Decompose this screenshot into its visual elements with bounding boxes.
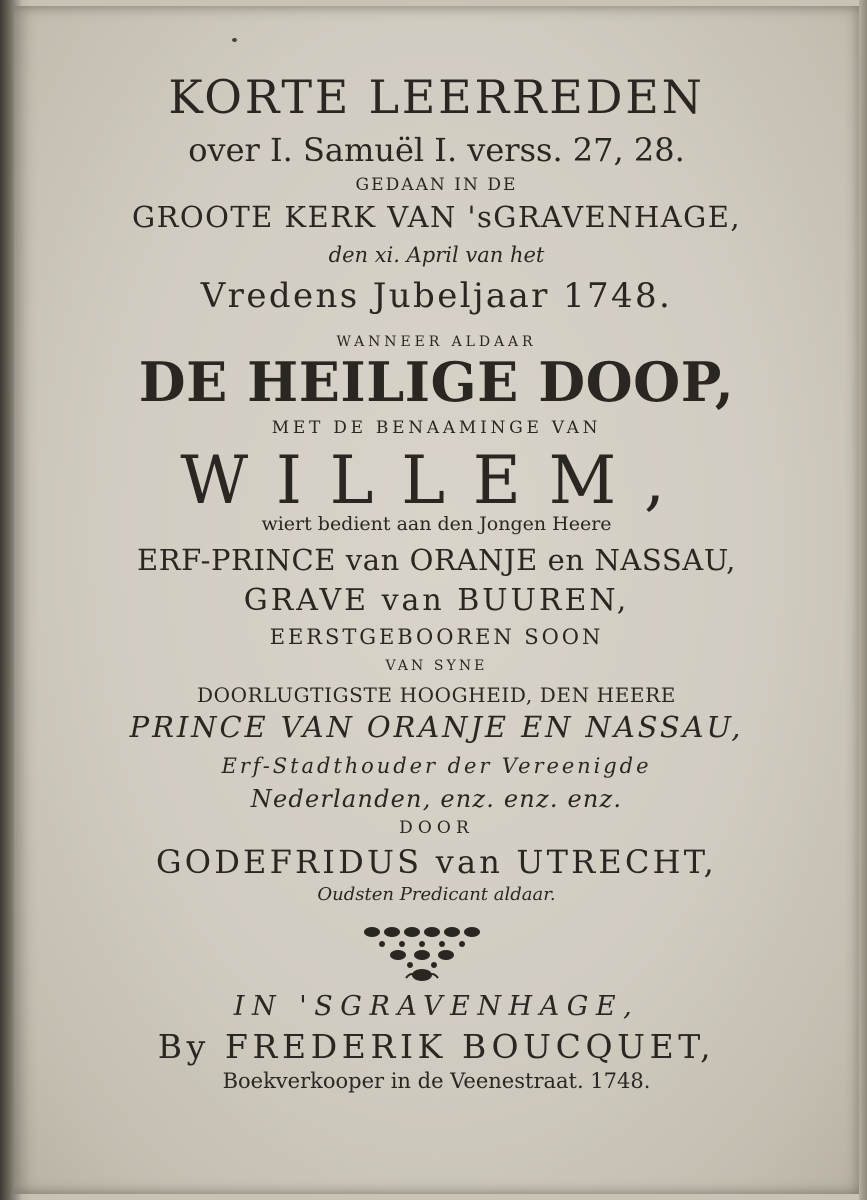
title-line-eerstgebooren: EERSTGEBOOREN SOON — [269, 625, 604, 649]
title-line-jubeljaar: Vredens Jubeljaar 1748. — [200, 276, 673, 316]
ink-speck — [232, 38, 237, 42]
imprint-place: IN 'SGRAVENHAGE, — [233, 991, 640, 1022]
author-name: GODEFRIDUS van UTRECHT, — [156, 843, 717, 881]
title-line-willem: WILLEM, — [180, 442, 693, 519]
title-line-doop: DE HEILIGE DOOP, — [138, 350, 735, 414]
title-line-hoogheid: DOORLUGTIGSTE HOOGHEID, DEN HEERE — [197, 683, 676, 707]
fleuron-ornament-icon — [358, 922, 498, 986]
subtitle-scripture: over I. Samuël I. verss. 27, 28. — [188, 131, 685, 169]
title-line-wanneer: WANNEER ALDAAR — [336, 334, 537, 350]
title-line-van-syne: VAN SYNE — [385, 658, 488, 674]
title-line-nederlanden: Nederlanden, enz. enz. enz. — [250, 785, 623, 813]
title-line-erf-prince: ERF-PRINCE van ORANJE en NASSAU, — [137, 543, 736, 577]
title-line-kerk: GROOTE KERK VAN 'sGRAVENHAGE, — [131, 200, 742, 234]
title-line-date: den xi. April van het — [328, 243, 545, 267]
imprint-address: Boekverkooper in de Veenestraat. 1748. — [222, 1069, 651, 1093]
title-line-prince: PRINCE VAN ORANJE EN NASSAU, — [129, 710, 744, 744]
imprint-printer: By FREDERIK BOUCQUET, — [157, 1027, 716, 1066]
title-line-door: DOOR — [399, 818, 474, 838]
main-title: KORTE LEERREDEN — [168, 70, 705, 124]
title-line-bedient: wiert bedient aan den Jongen Heere — [261, 513, 612, 535]
author-title: Oudsten Predicant aldaar. — [317, 884, 556, 905]
title-line-gedaan: GEDAAN IN DE — [355, 175, 518, 195]
title-line-grave: GRAVE van BUUREN, — [243, 583, 630, 618]
title-line-benaaminge: MET DE BENAAMINGE VAN — [271, 418, 602, 438]
page-edge — [859, 0, 867, 1200]
title-line-stadthouder: Erf-Stadthouder der Vereenigde — [221, 754, 652, 778]
